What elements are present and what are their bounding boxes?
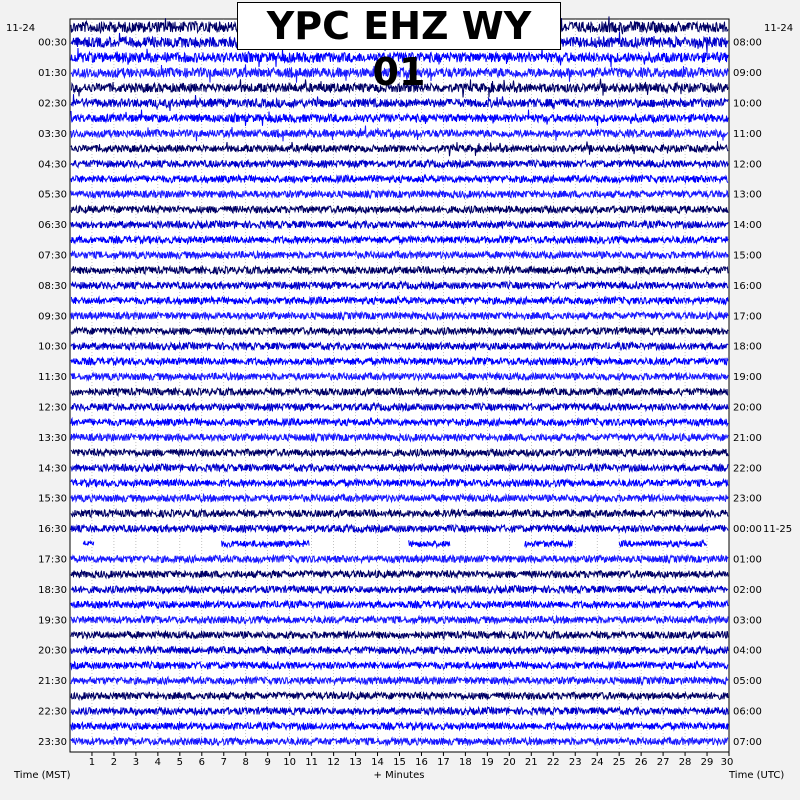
right-time-label: 17:00 xyxy=(733,311,762,323)
right-time-label: 16:00 xyxy=(733,280,762,292)
left-time-label: 15:30 xyxy=(38,493,67,505)
left-time-label: 08:30 xyxy=(38,280,67,292)
x-tick-label: 3 xyxy=(132,757,140,768)
x-tick-label: 18 xyxy=(459,757,472,768)
x-tick-label: 25 xyxy=(612,757,626,768)
left-time-label: 04:30 xyxy=(38,159,67,171)
left-time-label: 01:30 xyxy=(38,68,67,80)
left-time-label: 11:30 xyxy=(38,372,67,384)
left-time-label: 22:30 xyxy=(38,706,67,718)
x-tick-label: 12 xyxy=(327,757,340,768)
x-tick-label: 7 xyxy=(220,757,227,768)
right-time-label: 05:00 xyxy=(733,676,762,688)
left-time-label: 18:30 xyxy=(38,584,67,596)
right-time-label: 00:00 xyxy=(733,524,762,536)
left-time-label: 20:30 xyxy=(38,645,67,657)
date-left-label: 11-24 xyxy=(6,23,36,34)
right-time-label: 06:00 xyxy=(733,706,762,718)
x-tick-label: 5 xyxy=(176,757,184,768)
x-tick-label: 1 xyxy=(88,757,96,768)
x-tick-label: 24 xyxy=(590,757,604,768)
right-time-label: 10:00 xyxy=(733,98,762,110)
x-tick-label: 27 xyxy=(656,757,670,768)
x-tick-label: 14 xyxy=(371,757,384,768)
x-tick-label: 17 xyxy=(437,757,450,768)
x-tick-label: 21 xyxy=(524,757,538,768)
right-time-label: 22:00 xyxy=(733,463,762,475)
left-time-label: 12:30 xyxy=(38,402,67,414)
right-time-label: 13:00 xyxy=(733,189,762,201)
date-right-label: 11-24 xyxy=(764,23,794,34)
date-change-label: 11-25 xyxy=(763,524,793,536)
left-time-label: 17:30 xyxy=(38,554,67,566)
right-time-label: 21:00 xyxy=(733,432,762,444)
x-tick-label: 11 xyxy=(305,757,319,768)
left-time-label: 16:30 xyxy=(38,524,67,536)
x-tick-label: 10 xyxy=(283,757,297,768)
x-tick-label: 19 xyxy=(480,757,494,768)
left-time-label: 13:30 xyxy=(38,432,67,444)
x-axis-center-label: + Minutes xyxy=(373,770,425,781)
x-axis-right-label: Time (UTC) xyxy=(729,770,785,781)
right-time-label: 04:00 xyxy=(733,645,762,657)
x-tick-label: 30 xyxy=(720,757,734,768)
right-time-label: 15:00 xyxy=(733,250,762,262)
x-tick-label: 15 xyxy=(393,757,406,768)
right-time-label: 11:00 xyxy=(733,128,762,140)
right-time-label: 08:00 xyxy=(733,37,762,49)
x-tick-label: 29 xyxy=(700,757,714,768)
right-time-label: 19:00 xyxy=(733,372,762,384)
x-tick-label: 9 xyxy=(264,757,271,768)
right-time-label: 02:00 xyxy=(733,584,762,596)
left-time-label: 00:30 xyxy=(38,37,67,49)
right-time-label: 03:00 xyxy=(733,615,762,627)
chart-title: YPC EHZ WY 01 xyxy=(237,2,561,50)
left-time-label: 07:30 xyxy=(38,250,67,262)
right-time-label: 14:00 xyxy=(733,220,762,232)
x-tick-label: 13 xyxy=(349,757,362,768)
right-time-label: 12:00 xyxy=(733,159,762,171)
x-tick-label: 20 xyxy=(502,757,516,768)
left-time-label: 23:30 xyxy=(38,736,67,748)
x-tick-label: 28 xyxy=(678,757,692,768)
left-time-label: 06:30 xyxy=(38,220,67,232)
x-axis-left-label: Time (MST) xyxy=(14,770,71,781)
x-tick-label: 6 xyxy=(198,757,205,768)
x-tick-label: 8 xyxy=(242,757,249,768)
x-tick-label: 23 xyxy=(568,757,582,768)
left-time-label: 03:30 xyxy=(38,128,67,140)
left-time-label: 10:30 xyxy=(38,341,67,353)
left-time-label: 21:30 xyxy=(38,676,67,688)
x-tick-label: 16 xyxy=(415,757,428,768)
x-tick-label: 26 xyxy=(634,757,648,768)
right-time-label: 23:00 xyxy=(733,493,762,505)
right-time-label: 07:00 xyxy=(733,736,762,748)
left-time-label: 14:30 xyxy=(38,463,67,475)
right-time-label: 20:00 xyxy=(733,402,762,414)
right-time-label: 01:00 xyxy=(733,554,762,566)
x-tick-label: 22 xyxy=(546,757,560,768)
right-time-label: 09:00 xyxy=(733,68,762,80)
left-time-label: 02:30 xyxy=(38,98,67,110)
left-time-label: 09:30 xyxy=(38,311,67,323)
x-tick-label: 4 xyxy=(154,757,162,768)
left-time-label: 19:30 xyxy=(38,615,67,627)
left-time-label: 05:30 xyxy=(38,189,67,201)
right-time-label: 18:00 xyxy=(733,341,762,353)
x-tick-label: 2 xyxy=(110,757,118,768)
